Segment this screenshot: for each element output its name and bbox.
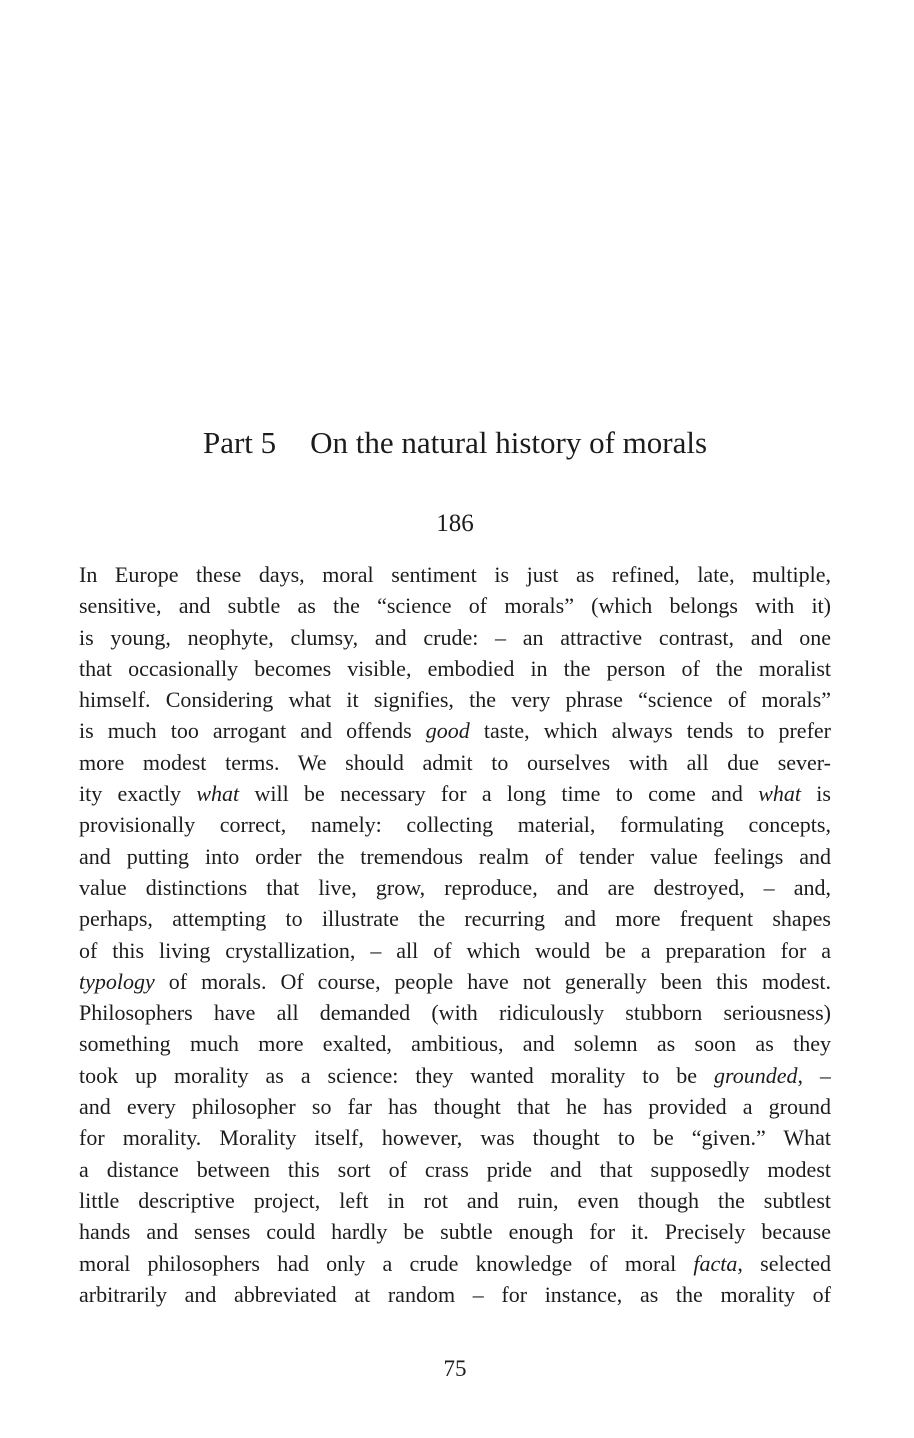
text-line <box>79 1248 831 1279</box>
plain-text: arbitrarily and abbreviated at random – for instance, as the morality of <box>79 1281 831 1307</box>
plain-text: value distinctions that live, grow, reproduce, and are destroyed, – and, <box>79 874 831 900</box>
plain-text: , selected <box>737 1250 831 1276</box>
chapter-name: On the natural history of morals <box>310 425 708 460</box>
plain-text: and every philosopher so far has thought that he has provided a ground <box>79 1094 831 1120</box>
text-line <box>79 747 831 778</box>
plain-text: In Europe these days, moral sentiment is just as refined, late, multiple, <box>79 562 831 587</box>
plain-text: something much more exalted, ambitious, and solemn as soon as they <box>79 1031 831 1057</box>
text-line <box>79 1122 831 1153</box>
text-line <box>79 1091 831 1122</box>
text-line <box>79 715 831 746</box>
text-line <box>79 1154 831 1185</box>
plain-text: is <box>801 781 831 807</box>
italic-text: typology <box>79 968 155 994</box>
text-line <box>79 653 831 684</box>
plain-text: and putting into order the tremendous realm of tender value feelings and <box>79 843 831 869</box>
plain-text: is much too arrogant and offends <box>79 718 426 744</box>
plain-text: more modest terms. We should admit to ourselves with all due sever- <box>79 749 831 775</box>
plain-text: little descriptive project, left in rot and ruin, even though the subtlest <box>79 1187 831 1213</box>
plain-text: took up morality as a science: they wanted morality to be <box>79 1062 715 1088</box>
text-line <box>79 684 831 715</box>
plain-text: taste, which always tends to prefer <box>469 718 831 744</box>
text-line <box>79 809 831 840</box>
plain-text: a distance between this sort of crass pride and that supposedly modest <box>79 1156 831 1182</box>
page-number: 75 <box>443 1356 467 1381</box>
italic-text: facta <box>693 1250 738 1276</box>
plain-text: himself. Considering what it signifies, the very phrase “science of morals” <box>79 687 831 713</box>
text-line <box>79 778 831 809</box>
text-line <box>79 872 831 903</box>
plain-text: of this living crystallization, – all of which would be a preparation for a <box>79 937 831 963</box>
plain-text: of morals. Of course, people have not generally been this modest. <box>154 968 831 994</box>
italic-text: grounded <box>714 1062 798 1088</box>
plain-text: will be necessary for a long time to come and <box>239 781 759 807</box>
plain-text: ity exactly <box>79 781 197 807</box>
plain-text: for morality. Morality itself, however, was thought to be “given.” What <box>79 1125 831 1151</box>
plain-text: is young, neophyte, clumsy, and crude: – an attractive contrast, and one <box>79 624 831 650</box>
text-line <box>79 997 831 1028</box>
plain-text: perhaps, attempting to illustrate the recurring and more frequent shapes <box>79 906 831 932</box>
plain-text: moral philosophers had only a crude knowledge of moral <box>79 1250 694 1276</box>
plain-text: that occasionally becomes visible, embodied in the person of the moralist <box>79 655 831 681</box>
plain-text: hands and senses could hardly be subtle enough for it. Precisely because <box>79 1219 831 1245</box>
chapter-title <box>79 423 831 463</box>
body-text <box>79 559 831 1310</box>
text-line <box>79 841 831 872</box>
text-line <box>79 935 831 966</box>
text-line <box>79 903 831 934</box>
plain-text: provisionally correct, namely: collecting material, formulating concepts, <box>79 812 831 838</box>
text-line <box>79 622 831 653</box>
text-line <box>79 590 831 621</box>
part-label: Part 5 <box>202 425 277 460</box>
plain-text: Philosophers have all demanded (with ridiculously stubborn seriousness) <box>79 1000 831 1026</box>
italic-text: what <box>758 781 801 807</box>
text-line <box>79 1279 831 1310</box>
text-line <box>79 559 831 590</box>
text-line <box>79 1060 831 1091</box>
italic-text: good <box>425 718 470 744</box>
text-line <box>79 1185 831 1216</box>
text-line <box>79 1028 831 1059</box>
section-number: 186 <box>436 510 474 537</box>
text-line <box>79 966 831 997</box>
text-line <box>79 1216 831 1247</box>
italic-text: what <box>196 781 240 807</box>
plain-text: , – <box>797 1062 831 1088</box>
plain-text: sensitive, and subtle as the “science of morals” (which belongs with it) <box>79 593 831 619</box>
